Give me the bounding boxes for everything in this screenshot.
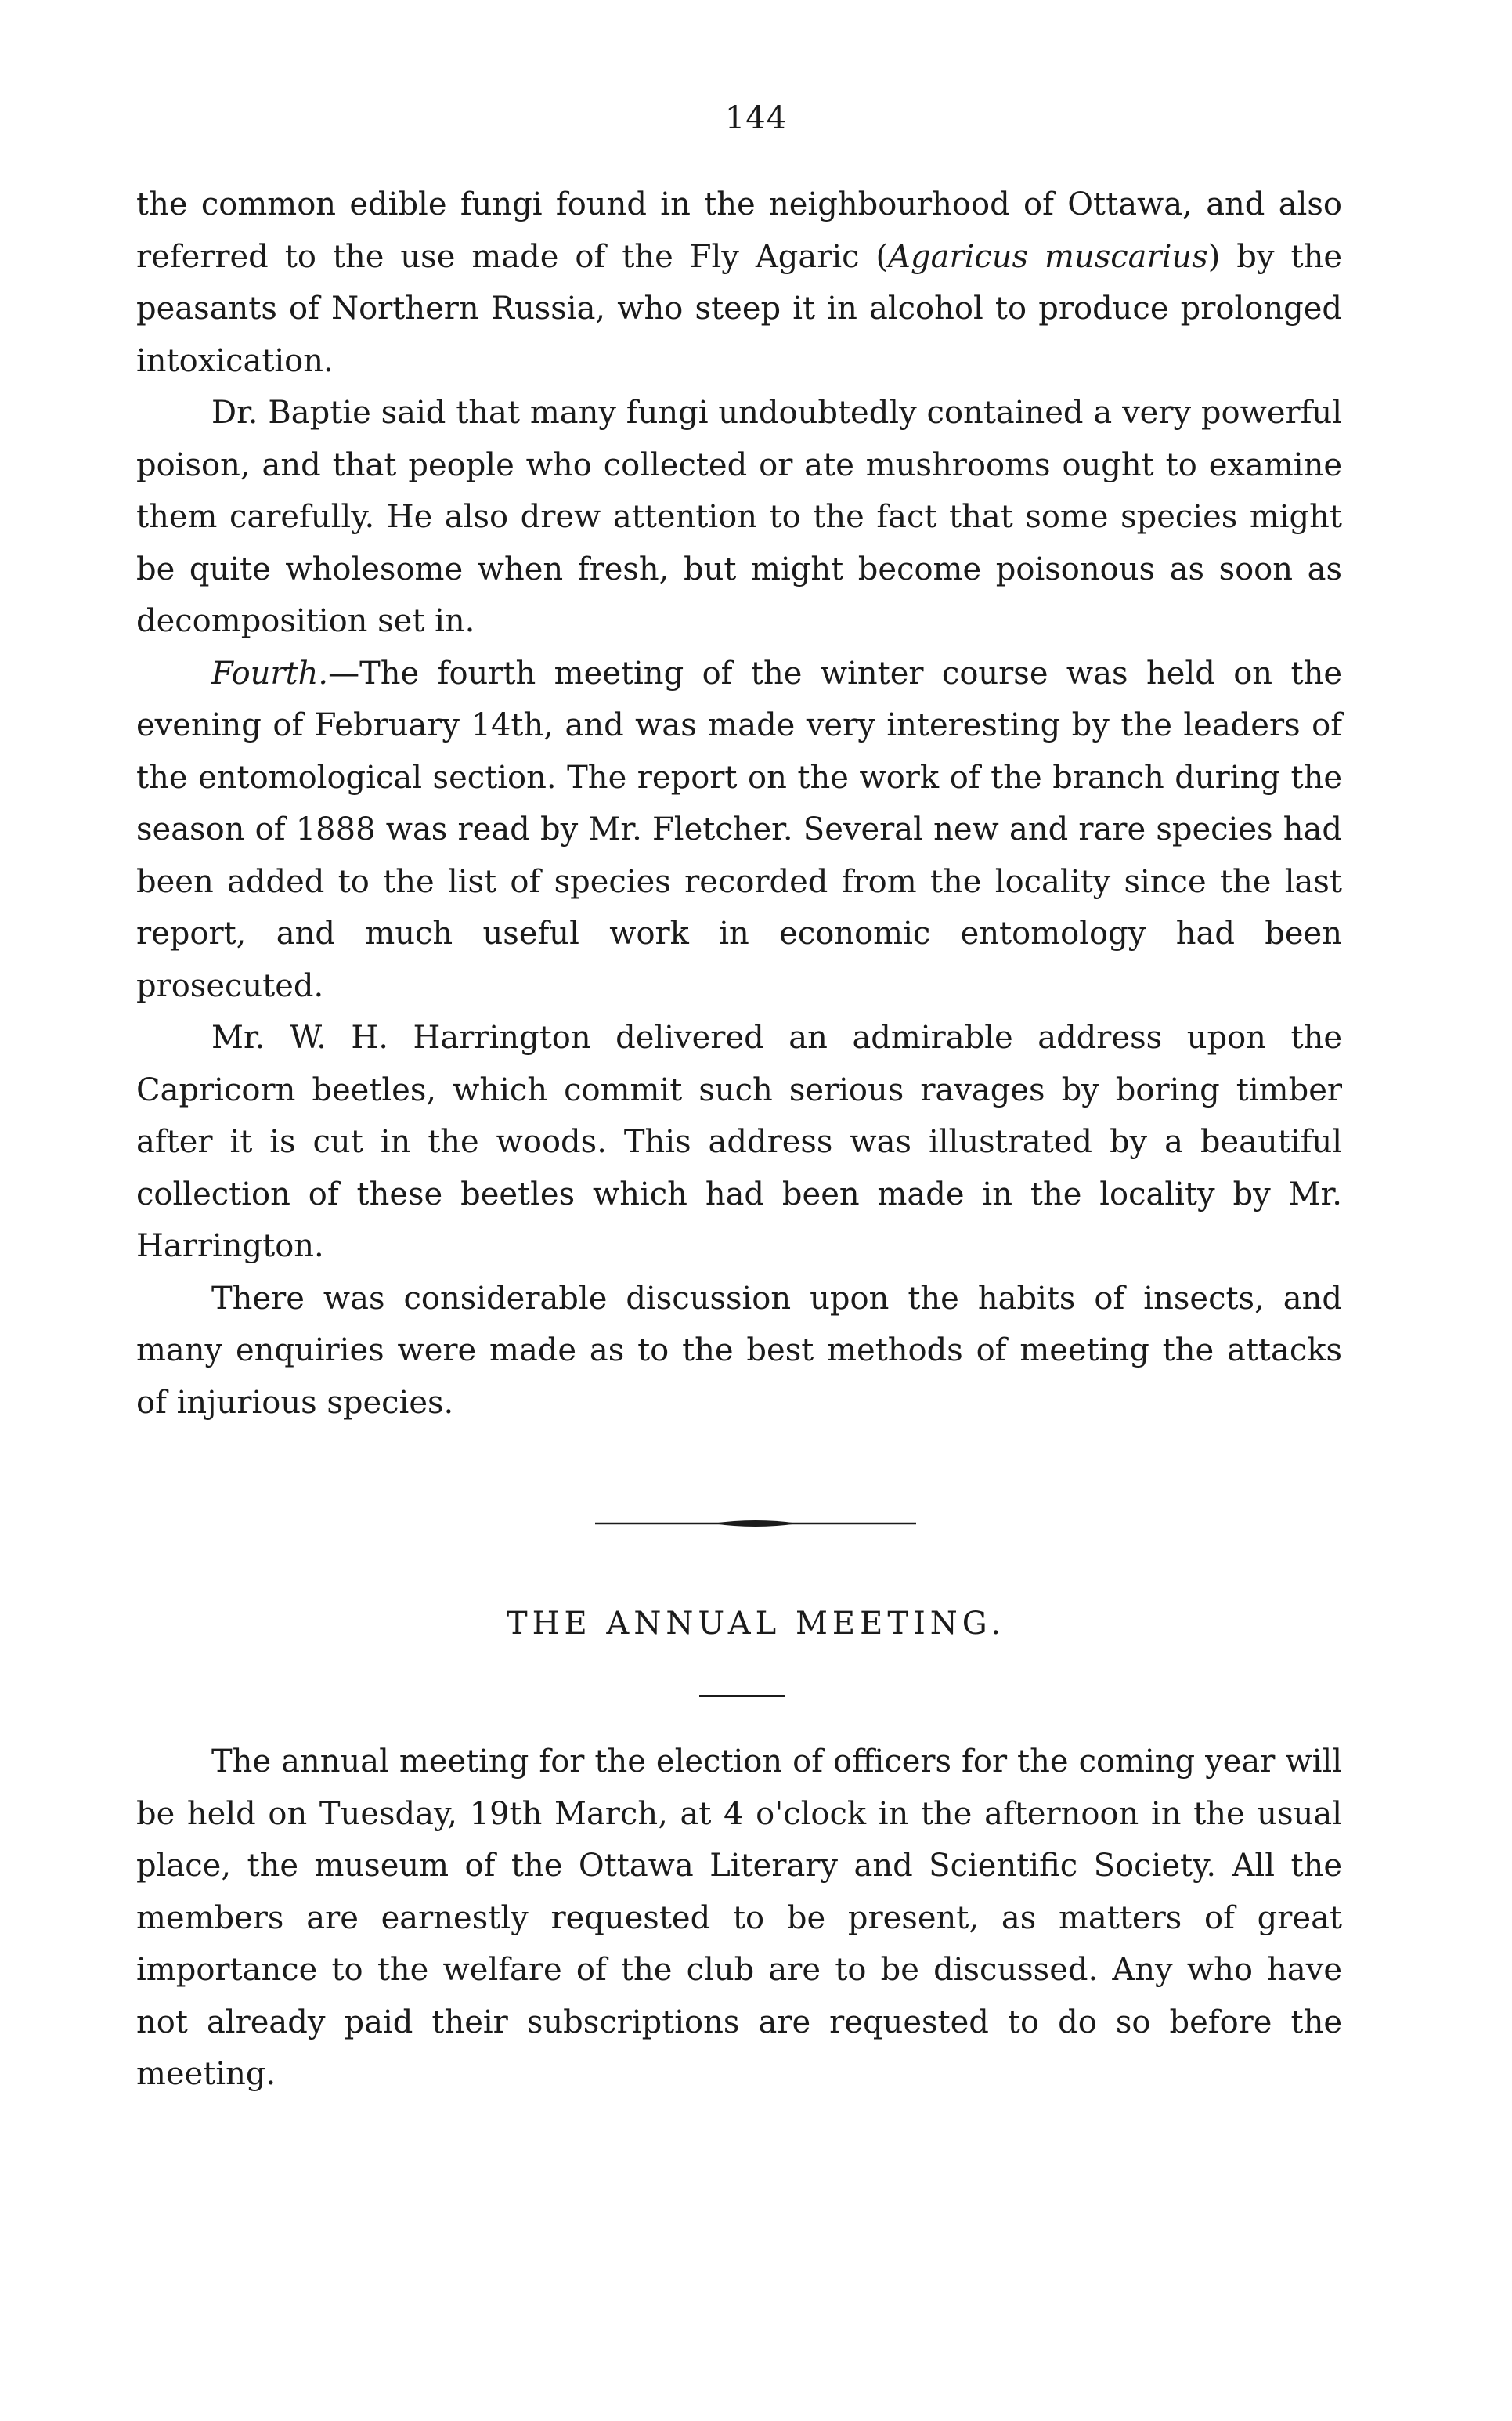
text-segment: —The fourth meeting of the winter course was held on the evening of February 14th, and was made very interesting by the leaders of the entomological section. The report on the work of the branch during the season of 1888 was read by Mr. Fletcher. Several new and rare species had been added to the list of species recorded from the locality since the last report, and much useful work in economic entomology had been prosecuted. xyxy=(136,655,1342,1004)
paragraph-fungi-continued xyxy=(136,179,1342,387)
italic-text: Fourth. xyxy=(211,655,329,692)
bottom-text-block xyxy=(136,1736,1342,2101)
paragraph-fourth-meeting xyxy=(136,648,1342,1013)
text-segment: Dr. Baptie said that many fungi undoubtedly contained a very powerful poison, and that people who collected or ate mushrooms ought to examine them carefully. He also drew attention to the fact that some species might be quite wholesome when fresh, but might become poisonous as soon as decomposition set in. xyxy=(136,395,1342,639)
italic-text: Agaricus muscarius xyxy=(888,238,1208,275)
section-title: THE ANNUAL MEETING. xyxy=(506,1606,1006,1642)
text-segment: The annual meeting for the election of officers for the coming year will be held on Tuesday, 19th March, at 4 o'clock in the afternoon in the usual place, the museum of the Ottawa Literary and Scientific Society. All the members are earnestly requested to be present, as matters of great importance to the welfare of the club are to be discussed. Any who have not already paid their subscriptions are requested to do so before the meeting. xyxy=(136,1743,1342,2092)
text-segment: There was considerable discussion upon the habits of insects, and many enquiries were made as to the best methods of meeting the attacks of injurious species. xyxy=(136,1280,1342,1421)
text-segment: Mr. W. H. Harrington delivered an admirable address upon the Capricorn beetles, which commit such serious ravages by boring timber after it is cut in the woods. This address was illustrated by a beautiful collection of these beetles which had been made in the locality by Mr. Harrington. xyxy=(136,1020,1342,1264)
paragraph-annual-meeting xyxy=(136,1736,1342,2101)
paragraph-dr-baptie xyxy=(136,387,1342,648)
text-segment: the common edible fungi found in the neighbourhood of Ottawa, and also referred to the use made of the Fly Agaric ( xyxy=(136,186,1342,275)
top-text-block xyxy=(136,179,1342,1429)
page-number: 144 xyxy=(724,100,788,136)
title-rule xyxy=(699,1695,785,1697)
paragraph-discussion xyxy=(136,1273,1342,1429)
divider-ornament xyxy=(595,1518,916,1529)
text-segment: ) by the peasants of Northern Russia, who steep it in alcohol to produce prolonged intoxication. xyxy=(136,238,1342,379)
paragraph-harrington-address xyxy=(136,1012,1342,1273)
